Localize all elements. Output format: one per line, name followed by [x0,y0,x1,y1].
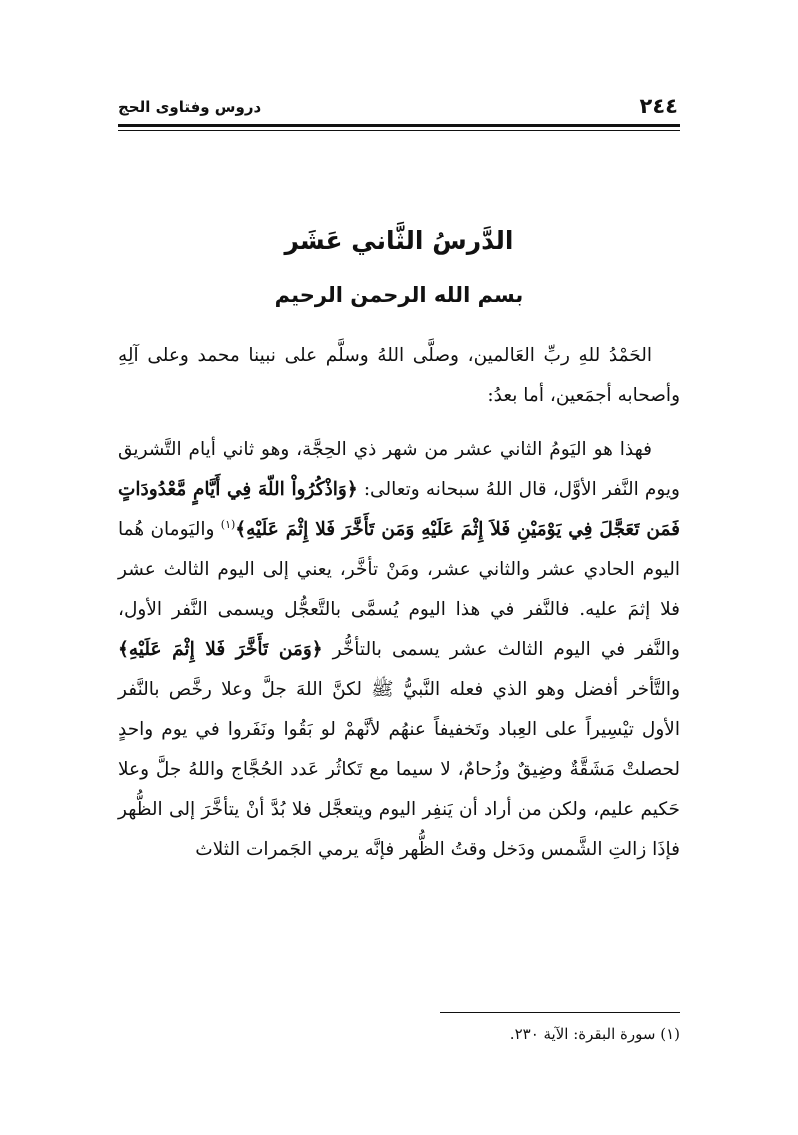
running-header [118,92,678,122]
paragraph-main-part-3: والتَّأخر أفضل وهو الذي فعله النَّبيُّ ﷺ لكنَّ اللهَ جلَّ وعلا رخَّص بالنَّفر الأول تيْسِيراً على العِباد وتَخفيفاً عنهُم لأنَّهمْ لو بَقُوا ونَفَروا في يوم واحدٍ لحصلتْ مَشَقَّةٌ وضِيقٌ وزُحامٌ، لا سيما مع تَكاثُر عَدد الحُجَّاج واللهُ جلَّ وعلا حَكيم عليم، ولكن من أراد أن يَنفِر اليوم ويتعجَّل فلا بُدَّ أنْ يتأخَّرَ إلى الظُّهر فإذَا زالتِ الشَّمس ودَخل وقتُ الظُّهر فإنَّه يرمي الجَمرات الثلاث [118,679,680,860]
page-number: ٢٤٤ [639,94,678,118]
quran-verse-1: ﴿وَاذْكُرُواْ اللّهَ فِي أَيَّامٍ مَّعْدُودَاتٍ فَمَن تَعَجَّلَ فِي يَوْمَيْنِ فَلاَ إِثْمَ عَلَيْهِ وَمَن تَأَخَّرَ فَلا إِثْمَ عَلَيْهِ﴾ [118,479,680,540]
paragraph-main-part-1: فهذا هو اليَومُ الثاني عشر من شهر ذي الحِجَّة، وهو ثاني أيام التَّشريق ويوم النَّفر الأوَّل، قال اللهُ سبحانه وتعالى: [118,439,680,500]
basmala-heading: بسم الله الرحمن الرحيم [274,283,524,307]
header-rule-thin [118,130,680,131]
paragraph-opening: الحَمْدُ للهِ ربِّ العَالمين، وصلَّى اللهُ وسلَّم على نبينا محمد وعلى آلِهِ وأصحابه أجمَعين، أما بعدُ: [118,345,680,406]
footnote: (١) سورة البقرة: الآية ٢٣٠. [509,1025,680,1043]
running-title: دروس وفتاوى الحج [118,98,262,116]
lesson-title: الدَّرسُ الثَّاني عَشَر [284,226,514,255]
paragraph-main-part-2: واليَومان هُما اليوم الحادي عشر والثاني عشر، ومَنْ تأخَّر، يعني إلى اليوم الثالث عشر فلا إثمَ عليه. فالنَّفر في هذا اليوم يُسمَّى بالتَّعجُّل ويسمى النَّفر الأول، والنَّفر في اليوم الثالث عشر يسمى بالتأخُّر [118,519,680,660]
footnote-marker: (١) [220,517,236,531]
quran-verse-2: ﴿وَمَن تَأَخَّرَ فَلا إِثْمَ عَلَيْهِ﴾ [118,639,323,660]
body-text [118,336,680,870]
footnote-separator [440,1012,680,1013]
paragraph-main [118,430,680,870]
header-rule-thick [118,124,680,127]
